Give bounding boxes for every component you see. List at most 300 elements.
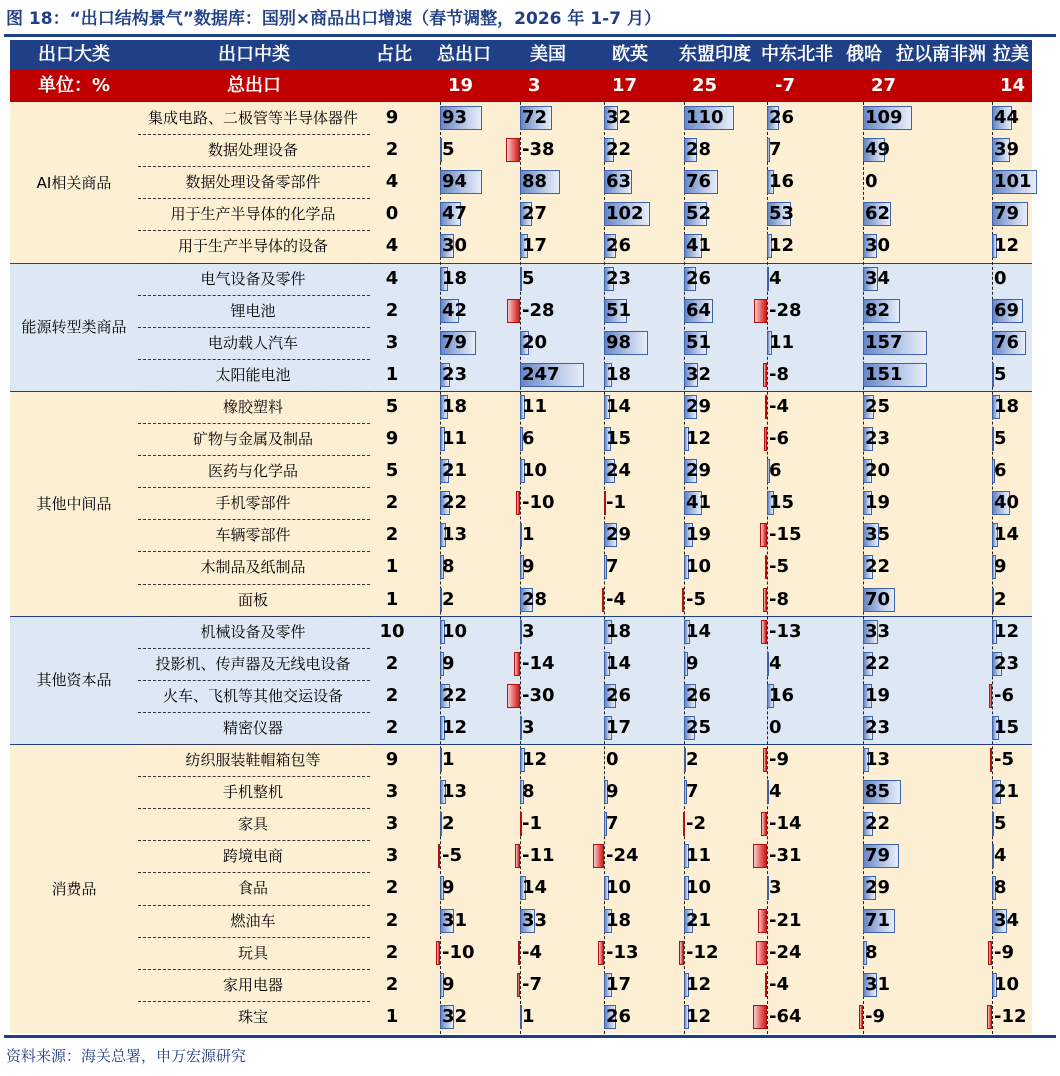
- growth-value-middle-east: -6: [769, 428, 789, 449]
- share-value: 2: [385, 492, 399, 514]
- growth-value-asean-india: 11: [686, 845, 712, 867]
- share-value: 2: [385, 652, 399, 674]
- growth-value-us: 12: [522, 749, 548, 770]
- subcategory-label: 跨境电商: [222, 847, 283, 866]
- growth-value-us: 9: [522, 556, 535, 578]
- share-value: 4: [385, 235, 399, 257]
- share-value: 9: [385, 428, 399, 449]
- share-value: 1: [385, 1005, 399, 1027]
- growth-value-latam: -9: [994, 941, 1014, 963]
- growth-value-latin-africa: 85: [865, 781, 891, 803]
- growth-value-total: 18: [442, 267, 468, 289]
- growth-value-latin-africa: 33: [865, 620, 891, 642]
- growth-value-asean-india: 32: [686, 363, 712, 385]
- growth-value-us: 1: [522, 524, 535, 546]
- subcategory-divider: [138, 808, 370, 809]
- growth-value-middle-east: 4: [769, 652, 782, 674]
- growth-value-total: 5: [442, 139, 455, 161]
- growth-value-latin-africa: 23: [865, 716, 891, 738]
- source-rule: [4, 1035, 1056, 1038]
- share-value: 5: [385, 395, 399, 417]
- growth-value-us: 88: [522, 171, 548, 193]
- growth-value-total: 23: [442, 363, 468, 385]
- subcategory-divider: [138, 295, 370, 296]
- growth-value-asean-india: 110: [686, 107, 724, 128]
- growth-value-total: 47: [442, 203, 468, 225]
- growth-value-total: 21: [442, 460, 468, 482]
- growth-value-total: 2: [442, 588, 455, 610]
- growth-value-asean-india: 76: [686, 171, 712, 193]
- growth-value-us: -11: [522, 845, 555, 867]
- growth-bar-us: [517, 973, 520, 997]
- growth-value-latin-africa: 22: [865, 813, 891, 835]
- subcategory-label: 橡胶塑料: [222, 397, 283, 416]
- growth-value-asean-india: 19: [686, 524, 712, 546]
- growth-value-latam: 5: [994, 428, 1007, 449]
- growth-value-us: -4: [522, 941, 542, 963]
- growth-value-total: 93: [442, 107, 468, 128]
- growth-value-middle-east: -4: [769, 973, 789, 995]
- growth-value-total: 9: [442, 877, 455, 899]
- unit-label: 单位：%: [37, 75, 111, 96]
- growth-value-middle-east: -13: [769, 620, 802, 642]
- growth-bar-eu: [598, 941, 604, 965]
- subcategory-label: 燃油车: [230, 911, 276, 930]
- growth-value-middle-east: -64: [769, 1005, 802, 1027]
- share-value: 1: [385, 363, 399, 385]
- growth-value-latin-africa: 109: [865, 107, 903, 128]
- growth-value-eu: 7: [606, 813, 619, 835]
- growth-bar-latam: [988, 941, 992, 965]
- growth-value-total: 8: [442, 556, 455, 578]
- growth-value-latam: 0: [994, 267, 1007, 289]
- subcategory-label: 火车、飞机等其他交运设备: [162, 686, 343, 705]
- growth-value-latam: 39: [994, 139, 1020, 161]
- growth-value-latin-africa: 8: [865, 941, 878, 963]
- growth-value-asean-india: 26: [686, 684, 712, 706]
- growth-value-total: 9: [442, 652, 455, 674]
- category-label: 其他资本品: [36, 671, 112, 690]
- share-value: 3: [385, 331, 399, 353]
- growth-bar-middle-east: [756, 941, 767, 965]
- subcategory-divider: [138, 519, 370, 520]
- growth-value-total: 18: [442, 395, 468, 417]
- growth-value-asean-india: 2: [686, 749, 699, 770]
- growth-value-middle-east: 16: [769, 684, 795, 706]
- growth-value-total: 13: [442, 781, 468, 803]
- subcategory-label: 家用电器: [222, 975, 283, 994]
- growth-value-eu: 26: [606, 1005, 632, 1027]
- growth-bar-middle-east: [764, 427, 767, 451]
- growth-value-latam: 44: [994, 107, 1020, 128]
- growth-value-latin-africa: 157: [865, 331, 903, 353]
- growth-value-latin-africa: 23: [865, 428, 891, 449]
- share-value: 5: [385, 460, 399, 482]
- share-value: 2: [385, 877, 399, 899]
- subcategory-label: 手机零部件: [215, 494, 291, 513]
- unit-value-eu: 17: [612, 75, 638, 96]
- growth-value-middle-east: -15: [769, 524, 802, 546]
- growth-value-us: 10: [522, 460, 548, 482]
- growth-value-latam: 76: [994, 331, 1020, 353]
- subcategory-divider: [138, 840, 370, 841]
- subcategory-divider: [138, 905, 370, 906]
- growth-value-eu: 18: [606, 909, 632, 931]
- subcategory-label: 数据处理设备: [207, 141, 298, 160]
- growth-value-us: -30: [522, 684, 555, 706]
- growth-value-latam: 101: [994, 171, 1032, 193]
- unit-value-asean-india: 25: [692, 75, 718, 96]
- growth-value-eu: 22: [606, 139, 632, 161]
- growth-value-latin-africa: 22: [865, 556, 891, 578]
- growth-value-latam: 79: [994, 203, 1020, 225]
- growth-value-us: -1: [522, 813, 542, 835]
- growth-value-eu: 14: [606, 395, 632, 417]
- growth-value-middle-east: -24: [769, 941, 802, 963]
- growth-value-middle-east: 11: [769, 331, 795, 353]
- header-subcategory: 出口中类: [218, 44, 290, 65]
- growth-value-eu: -24: [606, 845, 639, 867]
- subcategory-divider: [138, 872, 370, 873]
- growth-bar-asean-india: [683, 812, 685, 836]
- subcategory-label: 珠宝: [237, 1007, 268, 1026]
- growth-value-middle-east: -31: [769, 845, 802, 867]
- share-value: 10: [379, 620, 405, 642]
- growth-value-us: 1: [522, 1005, 535, 1027]
- growth-bar-latam: [987, 1005, 992, 1029]
- growth-bar-us: [507, 299, 520, 323]
- growth-value-asean-india: 12: [686, 428, 712, 449]
- growth-value-asean-india: 64: [686, 299, 712, 321]
- growth-value-us: -10: [522, 492, 555, 514]
- share-value: 1: [385, 556, 399, 578]
- growth-value-latam: 5: [994, 363, 1007, 385]
- growth-value-latam: 9: [994, 556, 1007, 578]
- growth-value-total: 22: [442, 684, 468, 706]
- growth-value-middle-east: 15: [769, 492, 795, 514]
- growth-bar-middle-east: [761, 620, 767, 644]
- growth-value-us: -28: [522, 299, 555, 321]
- growth-value-middle-east: -8: [769, 588, 789, 610]
- growth-value-asean-india: 28: [686, 139, 712, 161]
- growth-value-total: 31: [442, 909, 468, 931]
- growth-value-eu: 7: [606, 556, 619, 578]
- subcategory-divider: [138, 680, 370, 681]
- growth-value-middle-east: 26: [769, 107, 795, 128]
- growth-bar-us: [516, 491, 521, 515]
- growth-value-total: 11: [442, 428, 468, 449]
- subcategory-label: 用于生产半导体的设备: [177, 237, 328, 256]
- growth-bar-middle-east: [753, 1005, 767, 1029]
- growth-value-us: -14: [522, 652, 555, 674]
- growth-value-latin-africa: 25: [865, 395, 891, 417]
- subcategory-divider: [138, 423, 370, 424]
- unit-value-latam: 14: [1000, 75, 1026, 96]
- header-russia: 俄哈: [846, 44, 882, 65]
- growth-value-asean-india: 52: [686, 203, 712, 225]
- growth-value-latam: 10: [994, 973, 1020, 995]
- subcategory-label: 矿物与金属及制品: [192, 430, 313, 448]
- growth-bar-asean-india: [679, 941, 684, 965]
- growth-bar-middle-east: [763, 363, 767, 387]
- growth-value-total: 42: [442, 299, 468, 321]
- unit-row-name: 总出口: [227, 75, 281, 96]
- growth-value-eu: -13: [606, 941, 639, 963]
- growth-value-us: 247: [522, 363, 560, 385]
- share-value: 0: [385, 203, 399, 225]
- growth-bar-latin-africa: [859, 1005, 863, 1029]
- subcategory-label: 数据处理设备零部件: [185, 173, 321, 192]
- growth-value-us: 20: [522, 331, 548, 353]
- growth-value-eu: 18: [606, 620, 632, 642]
- growth-bar-middle-east: [765, 395, 767, 419]
- share-value: 2: [385, 941, 399, 963]
- growth-value-us: 33: [522, 909, 548, 931]
- growth-value-middle-east: -28: [769, 299, 802, 321]
- growth-value-total: 2: [442, 813, 455, 835]
- header-latin-africa: 拉以南非洲: [896, 44, 986, 65]
- growth-bar-total: [438, 844, 440, 868]
- growth-bar-us: [515, 844, 520, 868]
- growth-value-latin-africa: 79: [865, 845, 891, 867]
- growth-bar-eu: [593, 844, 604, 868]
- growth-value-latin-africa: 22: [865, 652, 891, 674]
- subcategory-divider: [138, 616, 370, 617]
- growth-value-us: 5: [522, 267, 535, 289]
- growth-bar-total: [436, 941, 441, 965]
- growth-value-asean-india: 25: [686, 716, 712, 738]
- growth-value-eu: 17: [606, 973, 632, 995]
- growth-value-us: 72: [522, 107, 548, 128]
- growth-value-eu: 24: [606, 460, 632, 482]
- subcategory-label: 手机整机: [222, 783, 283, 802]
- growth-value-latin-africa: 19: [865, 684, 891, 706]
- growth-value-asean-india: 51: [686, 331, 712, 353]
- growth-bar-middle-east: [765, 555, 767, 579]
- growth-value-middle-east: -4: [769, 395, 789, 417]
- growth-value-eu: 63: [606, 171, 632, 193]
- growth-value-middle-east: 12: [769, 235, 795, 257]
- growth-value-eu: -1: [606, 492, 626, 514]
- header-category: 出口大类: [38, 44, 110, 65]
- growth-value-asean-india: 14: [686, 620, 712, 642]
- growth-value-us: 11: [522, 395, 548, 417]
- growth-value-asean-india: 10: [686, 556, 712, 578]
- share-value: 2: [385, 139, 399, 161]
- subcategory-label: 电气设备及零件: [200, 269, 306, 288]
- growth-value-total: 79: [442, 331, 468, 353]
- growth-value-eu: 14: [606, 652, 632, 674]
- subcategory-divider: [138, 391, 370, 392]
- growth-value-total: 10: [442, 620, 468, 642]
- share-value: 2: [385, 299, 399, 321]
- growth-value-middle-east: 6: [769, 460, 782, 482]
- growth-value-total: 32: [442, 1005, 468, 1027]
- growth-value-middle-east: 53: [769, 203, 795, 225]
- share-value: 2: [385, 973, 399, 995]
- growth-value-eu: 26: [606, 235, 632, 257]
- subcategory-divider: [138, 776, 370, 777]
- growth-bar-middle-east: [763, 588, 767, 612]
- subcategory-divider: [138, 263, 370, 264]
- share-value: 2: [385, 716, 399, 738]
- growth-value-asean-india: -2: [686, 813, 706, 835]
- growth-bar-middle-east: [760, 523, 767, 547]
- growth-value-eu: 98: [606, 331, 632, 353]
- share-value: 3: [385, 845, 399, 867]
- growth-value-middle-east: 16: [769, 171, 795, 193]
- growth-value-eu: 29: [606, 524, 632, 546]
- growth-value-eu: 32: [606, 107, 632, 128]
- subcategory-divider: [138, 198, 370, 199]
- subcategory-label: 锂电池: [230, 301, 276, 320]
- title-rule: [4, 34, 1056, 37]
- unit-value-total: 19: [448, 75, 474, 96]
- growth-value-us: 3: [522, 620, 535, 642]
- growth-bar-asean-india: [682, 588, 684, 612]
- growth-value-latam: -12: [994, 1005, 1027, 1027]
- growth-value-asean-india: 12: [686, 1005, 712, 1027]
- subcategory-label: 用于生产半导体的化学品: [170, 205, 336, 224]
- subcategory-label: 面板: [237, 590, 268, 609]
- growth-bar-us: [514, 652, 520, 676]
- header-middle-east: 中东北非: [761, 44, 833, 65]
- growth-value-latin-africa: 31: [865, 973, 891, 995]
- growth-value-latin-africa: 19: [865, 492, 891, 514]
- growth-value-latam: 6: [994, 460, 1007, 482]
- share-value: 4: [385, 267, 399, 289]
- growth-value-eu: 102: [606, 203, 644, 225]
- growth-value-middle-east: 0: [769, 716, 782, 738]
- category-label: 其他中间品: [36, 494, 112, 513]
- share-value: 9: [385, 107, 399, 128]
- growth-value-eu: 9: [606, 781, 619, 803]
- subcategory-label: 太阳能电池: [215, 365, 291, 384]
- subcategory-divider: [138, 166, 370, 167]
- growth-value-latam: 34: [994, 909, 1020, 931]
- growth-value-latin-africa: 71: [865, 909, 891, 931]
- growth-value-latam: 69: [994, 299, 1020, 321]
- subcategory-label: 投影机、传声器及无线电设备: [155, 654, 351, 673]
- unit-value-middle-east: -7: [775, 75, 795, 96]
- growth-value-latam: 5: [994, 813, 1007, 835]
- subcategory-label: 精密仪器: [222, 718, 283, 737]
- share-value: 9: [385, 749, 399, 770]
- growth-value-total: 22: [442, 492, 468, 514]
- growth-bar-middle-east: [761, 812, 767, 836]
- subcategory-label: 家具: [237, 815, 268, 834]
- growth-value-eu: 23: [606, 267, 632, 289]
- growth-value-latam: 14: [994, 524, 1020, 546]
- growth-value-asean-india: 41: [686, 235, 712, 257]
- growth-value-latam: 12: [994, 620, 1020, 642]
- growth-value-middle-east: -9: [769, 749, 789, 770]
- subcategory-divider: [138, 359, 370, 360]
- subcategory-label: 纺织服装鞋帽箱包等: [185, 751, 321, 769]
- growth-value-total: 9: [442, 973, 455, 995]
- share-value: 3: [385, 813, 399, 835]
- growth-value-middle-east: 4: [769, 781, 782, 803]
- growth-bar-middle-east: [758, 909, 767, 933]
- growth-value-total: 94: [442, 171, 468, 193]
- growth-value-us: -7: [522, 973, 542, 995]
- header-share: 占比: [376, 44, 412, 65]
- growth-value-asean-india: 12: [686, 973, 712, 995]
- subcategory-label: 玩具: [237, 943, 268, 962]
- growth-value-asean-india: 41: [686, 492, 712, 514]
- share-value: 2: [385, 524, 399, 546]
- growth-bar-middle-east: [763, 748, 767, 772]
- growth-value-middle-east: 7: [769, 139, 782, 161]
- subcategory-divider: [138, 969, 370, 970]
- subcategory-label: 医药与化学品: [207, 462, 298, 481]
- growth-value-middle-east: 3: [769, 877, 782, 899]
- subcategory-label: 机械设备及零件: [200, 622, 306, 641]
- subcategory-divider: [138, 230, 370, 231]
- growth-value-asean-india: -5: [686, 588, 706, 610]
- growth-value-latin-africa: 82: [865, 299, 891, 321]
- growth-value-latam: 8: [994, 877, 1007, 899]
- subcategory-divider: [138, 1001, 370, 1002]
- category-label: 能源转型类商品: [21, 318, 127, 337]
- growth-value-asean-india: -12: [686, 941, 719, 963]
- growth-value-latam: 23: [994, 652, 1020, 674]
- header-us: 美国: [530, 44, 566, 65]
- subcategory-divider: [138, 455, 370, 456]
- growth-value-total: -10: [442, 941, 475, 963]
- subcategory-divider: [138, 744, 370, 745]
- growth-value-asean-india: 29: [686, 395, 712, 417]
- subcategory-divider: [138, 487, 370, 488]
- growth-value-total: -5: [442, 845, 462, 867]
- growth-value-latam: 12: [994, 235, 1020, 257]
- growth-value-us: 3: [522, 716, 535, 738]
- subcategory-label: 电动载人汽车: [207, 333, 298, 352]
- growth-value-middle-east: 4: [769, 267, 782, 289]
- growth-value-asean-india: 26: [686, 267, 712, 289]
- growth-bar-us: [518, 941, 520, 965]
- growth-bar-us: [507, 684, 521, 708]
- growth-value-latam: 4: [994, 845, 1007, 867]
- growth-value-latin-africa: 62: [865, 203, 891, 225]
- growth-value-asean-india: 7: [686, 781, 699, 803]
- growth-value-asean-india: 10: [686, 877, 712, 899]
- growth-value-latin-africa: 151: [865, 363, 903, 385]
- growth-value-total: 1: [442, 749, 455, 770]
- growth-value-us: 8: [522, 781, 535, 803]
- growth-value-latin-africa: 35: [865, 524, 891, 546]
- growth-value-us: 28: [522, 588, 548, 610]
- subcategory-label: 食品: [237, 879, 268, 898]
- growth-value-total: 30: [442, 235, 468, 257]
- subcategory-divider: [138, 551, 370, 552]
- share-value: 4: [385, 171, 399, 193]
- header-latam: 拉美: [993, 44, 1029, 65]
- header-eu: 欧英: [612, 44, 648, 65]
- growth-value-latam: 15: [994, 716, 1020, 738]
- growth-value-eu: 15: [606, 428, 632, 449]
- growth-value-middle-east: -8: [769, 363, 789, 385]
- growth-value-us: 17: [522, 235, 548, 257]
- share-value: 2: [385, 909, 399, 931]
- category-label: 消费品: [51, 879, 97, 898]
- growth-value-us: 14: [522, 877, 548, 899]
- growth-value-latin-africa: 20: [865, 460, 891, 482]
- subcategory-divider: [138, 648, 370, 649]
- growth-value-latam: 2: [994, 588, 1007, 610]
- subcategory-divider: [138, 584, 370, 585]
- header-total: 总出口: [437, 44, 491, 65]
